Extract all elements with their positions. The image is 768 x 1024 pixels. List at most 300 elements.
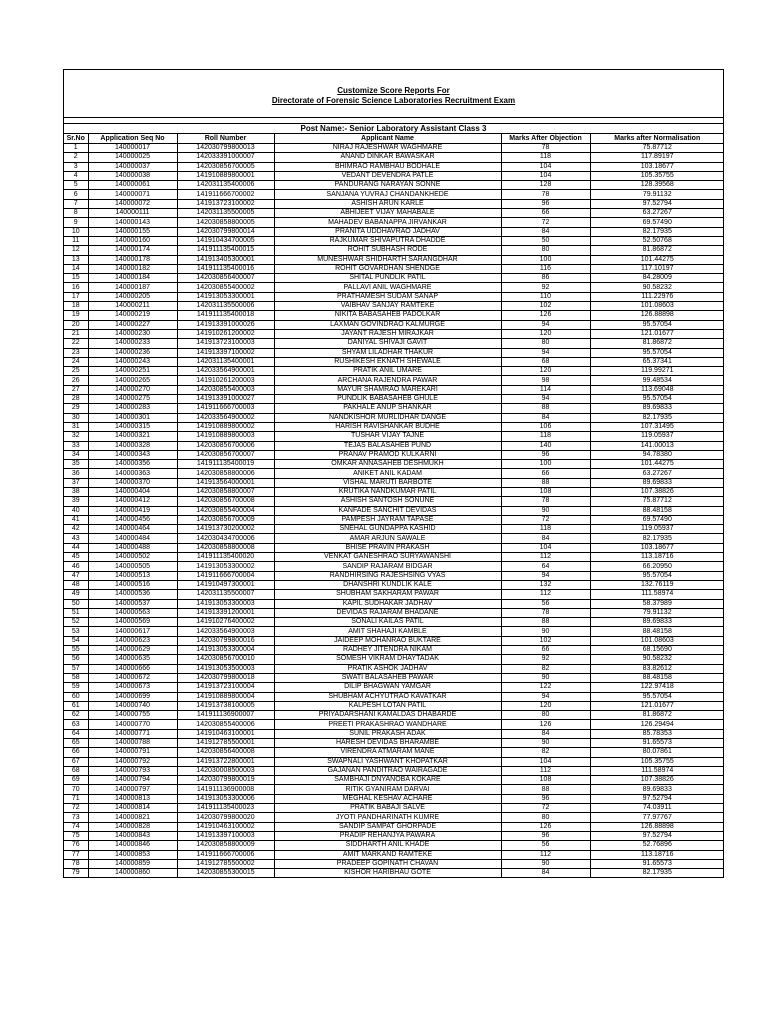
col-header-app-seq: Application Seq No: [88, 134, 177, 144]
cell-marks-objection: 68: [501, 357, 590, 366]
cell-name: PRIYADARSHANI KAMALDAS DHABARDE: [274, 711, 501, 720]
cell-name: PRATIK ANIL UMARE: [274, 367, 501, 376]
cell-marks-objection: 126: [501, 720, 590, 729]
cell-srno: 30: [64, 413, 88, 422]
cell-name: VENKAT GANESHRAO SURYAWANSHI: [274, 553, 501, 562]
cell-marks-objection: 80: [501, 813, 590, 822]
cell-roll: 141913397100002: [177, 348, 274, 357]
cell-marks-normalisation: 101.44275: [590, 255, 724, 264]
table-row: [64, 785, 724, 794]
table-row: [64, 162, 724, 171]
cell-srno: 52: [64, 618, 88, 627]
cell-marks-objection: 128: [501, 181, 590, 190]
cell-name: ROHIT SUBHASH RODE: [274, 246, 501, 255]
cell-name: BHISE PRAVIN PRAKASH: [274, 543, 501, 552]
cell-srno: 74: [64, 822, 88, 831]
cell-app-seq: 140000227: [88, 320, 177, 329]
cell-roll: 141911666700004: [177, 571, 274, 580]
cell-roll: 141913723100003: [177, 339, 274, 348]
cell-roll: 142030855400004: [177, 506, 274, 515]
cell-marks-objection: 108: [501, 487, 590, 496]
cell-srno: 46: [64, 562, 88, 571]
cell-srno: 35: [64, 460, 88, 469]
cell-marks-normalisation: 122.97418: [590, 683, 724, 692]
cell-name: PRANITA UDDHAVRAO JADHAV: [274, 227, 501, 236]
table-row: [64, 413, 724, 422]
cell-roll: 141911135400020: [177, 553, 274, 562]
cell-marks-objection: 90: [501, 673, 590, 682]
cell-marks-objection: 104: [501, 171, 590, 180]
cell-srno: 76: [64, 841, 88, 850]
cell-roll: 141910463100001: [177, 729, 274, 738]
table-row: [64, 655, 724, 664]
cell-roll: 142031135400001: [177, 357, 274, 366]
cell-roll: 142030855300015: [177, 869, 274, 878]
cell-srno: 40: [64, 506, 88, 515]
cell-marks-normalisation: 119.05937: [590, 432, 724, 441]
cell-srno: 29: [64, 404, 88, 413]
cell-roll: 141910889800002: [177, 422, 274, 431]
cell-marks-normalisation: 117.89197: [590, 153, 724, 162]
cell-marks-normalisation: 107.38826: [590, 487, 724, 496]
cell-roll: 142031135500005: [177, 209, 274, 218]
cell-app-seq: 140000061: [88, 181, 177, 190]
cell-marks-normalisation: 52.50768: [590, 236, 724, 245]
report-subtitle: Directorate of Forensic Science Laboratories Recruitment Exam: [271, 96, 516, 105]
cell-marks-normalisation: 89.69833: [590, 785, 724, 794]
cell-roll: 142030855400006: [177, 720, 274, 729]
cell-name: LAXMAN GOVINDRAO KALMURGE: [274, 320, 501, 329]
cell-marks-normalisation: 88.48158: [590, 627, 724, 636]
cell-roll: 141913391000027: [177, 395, 274, 404]
cell-name: VEDANT DEVENDRA PATLE: [274, 171, 501, 180]
cell-marks-normalisation: 88.48158: [590, 506, 724, 515]
col-header-roll: Roll Number: [177, 134, 274, 144]
cell-name: DANIYAL SHIVAJI GAVIT: [274, 339, 501, 348]
cell-name: MUNESHWAR SHIDHARTH SARANGDHAR: [274, 255, 501, 264]
table-row: [64, 804, 724, 813]
cell-marks-normalisation: 113.18716: [590, 850, 724, 859]
cell-roll: 142030856700007: [177, 450, 274, 459]
cell-srno: 56: [64, 655, 88, 664]
cell-app-seq: 140000025: [88, 153, 177, 162]
cell-marks-objection: 120: [501, 367, 590, 376]
cell-roll: 142030858800009: [177, 841, 274, 850]
cell-app-seq: 140000412: [88, 497, 177, 506]
table-row: [64, 590, 724, 599]
cell-marks-normalisation: 81.86872: [590, 246, 724, 255]
cell-marks-normalisation: 66.20950: [590, 562, 724, 571]
cell-app-seq: 140000370: [88, 478, 177, 487]
cell-marks-objection: 56: [501, 841, 590, 850]
table-row: [64, 553, 724, 562]
cell-app-seq: 140000617: [88, 627, 177, 636]
cell-app-seq: 140000456: [88, 515, 177, 524]
cell-app-seq: 140000211: [88, 302, 177, 311]
cell-name: JAYANT RAJESH MIRAJKAR: [274, 329, 501, 338]
cell-name: JAIDEEP MOHANRAO BUKTARE: [274, 636, 501, 645]
cell-roll: 141910261200003: [177, 376, 274, 385]
cell-marks-objection: 80: [501, 246, 590, 255]
cell-app-seq: 140000219: [88, 311, 177, 320]
table-row: [64, 711, 724, 720]
cell-marks-normalisation: 121.01677: [590, 701, 724, 710]
cell-srno: 68: [64, 766, 88, 775]
cell-name: ASHISH ARUN KARLE: [274, 199, 501, 208]
cell-srno: 71: [64, 794, 88, 803]
cell-name: PAKHALE ANUP SHANKAR: [274, 404, 501, 413]
cell-roll: 142030799800013: [177, 144, 274, 153]
cell-name: KAPIL SUDHAKAR JADHAV: [274, 599, 501, 608]
table-row: [64, 432, 724, 441]
col-header-srno: Sr.No: [64, 134, 88, 144]
cell-marks-objection: 88: [501, 785, 590, 794]
cell-roll: 141911135400023: [177, 804, 274, 813]
cell-roll: 142031135400006: [177, 181, 274, 190]
cell-app-seq: 140000356: [88, 460, 177, 469]
table-row: [64, 673, 724, 682]
cell-app-seq: 140000821: [88, 813, 177, 822]
cell-srno: 37: [64, 478, 88, 487]
cell-marks-normalisation: 79.91132: [590, 190, 724, 199]
cell-app-seq: 140000797: [88, 785, 177, 794]
cell-marks-objection: 104: [501, 162, 590, 171]
cell-name: SONALI KAILAS PATIL: [274, 618, 501, 627]
cell-name: PRATIK BABAJI SALVE: [274, 804, 501, 813]
cell-roll: 141913397100003: [177, 831, 274, 840]
cell-marks-objection: 92: [501, 283, 590, 292]
cell-name: SANDIP SAMPAT GHORPADE: [274, 822, 501, 831]
cell-name: PRADIP REHANJYA PAWARA: [274, 831, 501, 840]
cell-srno: 36: [64, 469, 88, 478]
table-row: [64, 385, 724, 394]
cell-name: RAJKUMAR SHIVAPUTRA DHADDE: [274, 236, 501, 245]
table-row: [64, 515, 724, 524]
table-row: [64, 190, 724, 199]
cell-marks-objection: 78: [501, 144, 590, 153]
cell-roll: 142030799800014: [177, 227, 274, 236]
cell-app-seq: 140000328: [88, 441, 177, 450]
cell-srno: 41: [64, 515, 88, 524]
table-row: [64, 450, 724, 459]
cell-app-seq: 140000265: [88, 376, 177, 385]
cell-marks-normalisation: 95.57054: [590, 395, 724, 404]
cell-srno: 54: [64, 636, 88, 645]
cell-marks-normalisation: 75.87712: [590, 497, 724, 506]
cell-name: DILIP BHAGWAN YAMGAR: [274, 683, 501, 692]
cell-name: KALPESH LOTAN PATIL: [274, 701, 501, 710]
table-row: [64, 739, 724, 748]
cell-roll: 142031135500007: [177, 590, 274, 599]
col-header-name: Applicant Name: [274, 134, 501, 144]
cell-app-seq: 140000283: [88, 404, 177, 413]
table-row: [64, 441, 724, 450]
table-row: [64, 599, 724, 608]
cell-marks-normalisation: 89.69833: [590, 478, 724, 487]
cell-marks-normalisation: 82.17935: [590, 227, 724, 236]
cell-name: NIKITA BABASAHEB PADOLKAR: [274, 311, 501, 320]
cell-marks-objection: 80: [501, 711, 590, 720]
cell-marks-normalisation: 103.18677: [590, 162, 724, 171]
cell-name: PREETI PRAKASHRAO WANDHARE: [274, 720, 501, 729]
table-body: [64, 144, 724, 878]
cell-app-seq: 140000488: [88, 543, 177, 552]
cell-marks-normalisation: 90.58232: [590, 283, 724, 292]
cell-name: TEJAS BALASAHEB PUND: [274, 441, 501, 450]
cell-marks-normalisation: 99.48534: [590, 376, 724, 385]
cell-name: AMAR ARJUN SAWALE: [274, 534, 501, 543]
cell-name: MEGHAL KESHAV ACHARE: [274, 794, 501, 803]
cell-name: SHITAL PUNDLIK PATIL: [274, 274, 501, 283]
cell-roll: 141913564000001: [177, 478, 274, 487]
cell-marks-normalisation: 97.52794: [590, 831, 724, 840]
cell-srno: 78: [64, 859, 88, 868]
cell-marks-objection: 56: [501, 599, 590, 608]
col-header-marks-normalisation: Marks after Normalisation: [590, 134, 724, 144]
cell-marks-normalisation: 89.69833: [590, 404, 724, 413]
cell-srno: 53: [64, 627, 88, 636]
cell-marks-objection: 100: [501, 255, 590, 264]
cell-marks-normalisation: 126.29494: [590, 720, 724, 729]
cell-srno: 55: [64, 646, 88, 655]
cell-marks-normalisation: 79.91132: [590, 608, 724, 617]
cell-marks-normalisation: 107.38826: [590, 776, 724, 785]
cell-marks-normalisation: 82.17935: [590, 413, 724, 422]
cell-app-seq: 140000187: [88, 283, 177, 292]
cell-app-seq: 140000859: [88, 859, 177, 868]
cell-roll: 142030856700006: [177, 441, 274, 450]
cell-marks-objection: 80: [501, 339, 590, 348]
cell-srno: 51: [64, 608, 88, 617]
table-row: [64, 850, 724, 859]
cell-app-seq: 140000321: [88, 432, 177, 441]
cell-marks-objection: 78: [501, 497, 590, 506]
cell-roll: 141913723100002: [177, 199, 274, 208]
cell-app-seq: 140000243: [88, 357, 177, 366]
cell-name: MAHADEV BABANAPPA JIRVANKAR: [274, 218, 501, 227]
cell-srno: 72: [64, 804, 88, 813]
cell-name: ARCHANA RAJENDRA PAWAR: [274, 376, 501, 385]
cell-srno: 13: [64, 255, 88, 264]
cell-name: BHIMRAO RAMBHAU BODHALE: [274, 162, 501, 171]
cell-marks-normalisation: 128.39568: [590, 181, 724, 190]
cell-marks-normalisation: 132.76119: [590, 580, 724, 589]
cell-app-seq: 140000174: [88, 246, 177, 255]
cell-marks-normalisation: 126.88898: [590, 822, 724, 831]
cell-name: PRATIK ASHOK JADHAV: [274, 664, 501, 673]
table-row: [64, 264, 724, 273]
cell-srno: 61: [64, 701, 88, 710]
cell-app-seq: 140000160: [88, 236, 177, 245]
cell-marks-normalisation: 63.27267: [590, 469, 724, 478]
cell-marks-objection: 104: [501, 543, 590, 552]
cell-srno: 22: [64, 339, 88, 348]
cell-name: SNEHAL GUNDAPPA KASHID: [274, 525, 501, 534]
cell-name: SIDDHARTH ANIL KHADE: [274, 841, 501, 850]
table-row: [64, 144, 724, 153]
cell-marks-normalisation: 80.07861: [590, 748, 724, 757]
table-row: [64, 246, 724, 255]
table-row: [64, 757, 724, 766]
table-row: [64, 311, 724, 320]
cell-marks-objection: 118: [501, 153, 590, 162]
cell-roll: 142033564900002: [177, 413, 274, 422]
score-table: [64, 134, 724, 877]
table-row: [64, 255, 724, 264]
cell-srno: 25: [64, 367, 88, 376]
cell-roll: 142030856400007: [177, 274, 274, 283]
cell-marks-objection: 112: [501, 766, 590, 775]
cell-roll: 141911135400019: [177, 460, 274, 469]
cell-app-seq: 140000672: [88, 673, 177, 682]
cell-name: RANDHIRSING RAJESHSING VYAS: [274, 571, 501, 580]
cell-marks-normalisation: 85.78353: [590, 729, 724, 738]
cell-app-seq: 140000233: [88, 339, 177, 348]
cell-name: NIRAJ RAJESHWAR WAGHMARE: [274, 144, 501, 153]
cell-marks-objection: 96: [501, 199, 590, 208]
cell-roll: 142030856700005: [177, 162, 274, 171]
cell-roll: 141910889800003: [177, 432, 274, 441]
cell-marks-objection: 100: [501, 460, 590, 469]
cell-app-seq: 140000182: [88, 264, 177, 273]
cell-roll: 142033391000007: [177, 153, 274, 162]
table-header-row: [64, 134, 724, 144]
cell-roll: 141910889800004: [177, 692, 274, 701]
table-row: [64, 562, 724, 571]
cell-marks-objection: 94: [501, 348, 590, 357]
cell-roll: 141913053300004: [177, 646, 274, 655]
cell-name: DEVIDAS RAJARAM BHADANE: [274, 608, 501, 617]
table-row: [64, 646, 724, 655]
cell-srno: 6: [64, 190, 88, 199]
cell-marks-normalisation: 58.37989: [590, 599, 724, 608]
cell-marks-normalisation: 121.01677: [590, 329, 724, 338]
cell-app-seq: 140000502: [88, 553, 177, 562]
cell-marks-normalisation: 95.57054: [590, 571, 724, 580]
cell-roll: 141911666700002: [177, 190, 274, 199]
cell-app-seq: 140000770: [88, 720, 177, 729]
cell-marks-normalisation: 65.37341: [590, 357, 724, 366]
cell-marks-objection: 66: [501, 469, 590, 478]
table-row: [64, 348, 724, 357]
cell-srno: 24: [64, 357, 88, 366]
cell-roll: 142030799800019: [177, 776, 274, 785]
score-report-document: [63, 69, 724, 878]
cell-roll: 142030858800008: [177, 543, 274, 552]
cell-roll: 141913391200001: [177, 608, 274, 617]
cell-marks-normalisation: 119.05937: [590, 525, 724, 534]
cell-name: TUSHAR VIJAY TAJNE: [274, 432, 501, 441]
table-row: [64, 320, 724, 329]
cell-roll: 141911135400018: [177, 311, 274, 320]
table-row: [64, 841, 724, 850]
cell-marks-objection: 78: [501, 190, 590, 199]
table-row: [64, 404, 724, 413]
cell-name: MAYUR SHAMRAO MAREKARI: [274, 385, 501, 394]
cell-roll: 141913053300003: [177, 599, 274, 608]
cell-marks-normalisation: 69.57490: [590, 218, 724, 227]
cell-srno: 49: [64, 590, 88, 599]
cell-name: PRANAV PRAMOD KULKARNI: [274, 450, 501, 459]
cell-name: HARESH DEVIDAS BHARAMBE: [274, 739, 501, 748]
cell-app-seq: 140000788: [88, 739, 177, 748]
cell-marks-normalisation: 113.69048: [590, 385, 724, 394]
cell-srno: 44: [64, 543, 88, 552]
cell-srno: 57: [64, 664, 88, 673]
cell-marks-objection: 140: [501, 441, 590, 450]
table-row: [64, 218, 724, 227]
cell-marks-normalisation: 95.57054: [590, 348, 724, 357]
table-row: [64, 171, 724, 180]
cell-marks-objection: 94: [501, 320, 590, 329]
cell-name: VISHAL MARUTI BARBOTE: [274, 478, 501, 487]
cell-roll: 142030858800007: [177, 487, 274, 496]
cell-roll: 141911136900007: [177, 711, 274, 720]
cell-roll: 141911135400016: [177, 264, 274, 273]
cell-name: SAMBHAJI DNYANOBA KOKARE: [274, 776, 501, 785]
table-row: [64, 497, 724, 506]
cell-marks-normalisation: 95.57054: [590, 692, 724, 701]
cell-marks-normalisation: 94.78380: [590, 450, 724, 459]
cell-app-seq: 140000484: [88, 534, 177, 543]
cell-marks-objection: 90: [501, 506, 590, 515]
cell-marks-objection: 118: [501, 432, 590, 441]
cell-app-seq: 140000275: [88, 395, 177, 404]
table-row: [64, 822, 724, 831]
cell-name: SANJANA YUVRAJ CHANDANKHEDE: [274, 190, 501, 199]
cell-marks-objection: 88: [501, 404, 590, 413]
cell-marks-normalisation: 111.58974: [590, 766, 724, 775]
cell-marks-normalisation: 97.52794: [590, 199, 724, 208]
cell-name: SWAPNALI YASHWANT KHOPATKAR: [274, 757, 501, 766]
table-row: [64, 283, 724, 292]
cell-marks-normalisation: 113.18716: [590, 553, 724, 562]
cell-app-seq: 140000037: [88, 162, 177, 171]
cell-app-seq: 140000563: [88, 608, 177, 617]
cell-app-seq: 140000860: [88, 869, 177, 878]
cell-srno: 73: [64, 813, 88, 822]
report-title-block: [64, 70, 723, 118]
table-row: [64, 236, 724, 245]
cell-srno: 48: [64, 580, 88, 589]
cell-app-seq: 140000419: [88, 506, 177, 515]
table-row: [64, 580, 724, 589]
cell-srno: 50: [64, 599, 88, 608]
cell-roll: 141913391000026: [177, 320, 274, 329]
cell-roll: 141910463100002: [177, 822, 274, 831]
cell-name: HARISH RAVISHANKAR BUDHE: [274, 422, 501, 431]
table-row: [64, 869, 724, 878]
cell-srno: 17: [64, 292, 88, 301]
cell-name: KANFADE SANCHIT DEVIDAS: [274, 506, 501, 515]
cell-marks-objection: 104: [501, 757, 590, 766]
cell-roll: 142030858800005: [177, 218, 274, 227]
cell-srno: 28: [64, 395, 88, 404]
cell-marks-objection: 106: [501, 422, 590, 431]
cell-app-seq: 140000236: [88, 348, 177, 357]
cell-app-seq: 140000017: [88, 144, 177, 153]
cell-app-seq: 140000623: [88, 636, 177, 645]
cell-name: SHUBHAM SAKHARAM PAWAR: [274, 590, 501, 599]
cell-roll: 141913738100005: [177, 701, 274, 710]
cell-app-seq: 140000270: [88, 385, 177, 394]
cell-marks-normalisation: 101.44275: [590, 460, 724, 469]
cell-name: SOMESH VIKRAM DHAYTADAK: [274, 655, 501, 664]
cell-marks-normalisation: 69.57490: [590, 515, 724, 524]
cell-app-seq: 140000635: [88, 655, 177, 664]
table-row: [64, 199, 724, 208]
cell-srno: 1: [64, 144, 88, 153]
